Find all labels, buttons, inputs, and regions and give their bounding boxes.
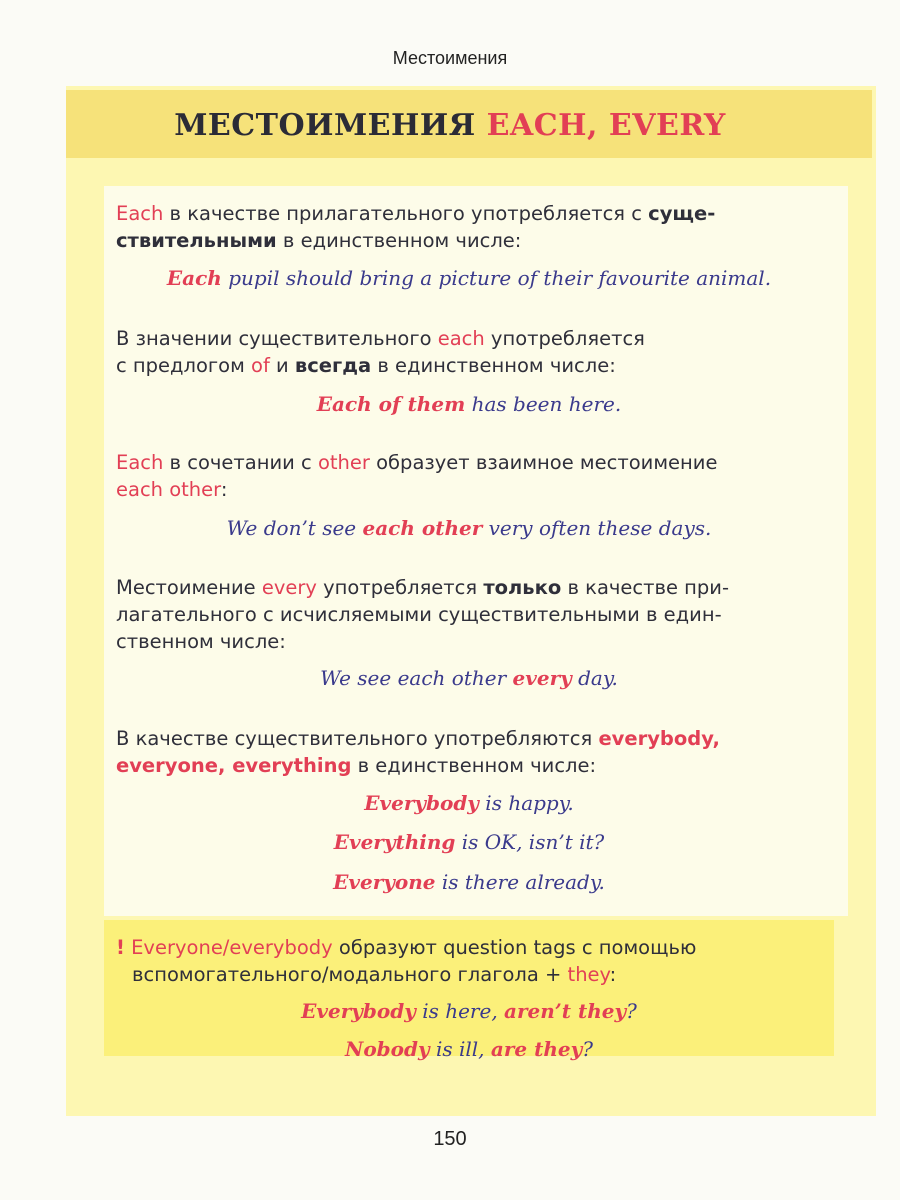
term: Everyone/everybody — [131, 936, 333, 959]
term: Each — [116, 451, 164, 474]
example-term: Everybody — [364, 791, 479, 815]
term: Each — [116, 202, 164, 225]
example-text: We don’t see — [226, 516, 363, 540]
example-1 — [104, 266, 834, 290]
rule-text: лагательного с исчисляемыми существительными в един- — [116, 603, 722, 626]
example-term: Nobody — [345, 1037, 430, 1061]
example-text: day. — [571, 666, 618, 690]
running-head: Местоимения — [392, 48, 508, 68]
example-text: is happy. — [478, 791, 574, 815]
rule-text: образует взаимное местоимение — [369, 451, 718, 474]
rule-text: В качестве существительного употребляются — [116, 727, 599, 750]
note-example-1 — [104, 999, 834, 1023]
example-text: We see each other — [320, 666, 513, 690]
example-text: is ill, — [429, 1037, 491, 1061]
example-3 — [104, 516, 834, 540]
example-text: very often these days. — [482, 516, 712, 540]
example-term: Each — [166, 266, 222, 290]
example-text: has been here. — [465, 392, 622, 416]
example-term: Everybody — [301, 999, 416, 1023]
rule-text: в единственном числе: — [371, 354, 616, 377]
example-term: Everything — [333, 830, 456, 854]
rule-text: в единственном числе: — [276, 229, 522, 252]
example-7 — [104, 870, 834, 894]
rule-4 — [116, 574, 832, 655]
example-term: are they — [490, 1037, 583, 1061]
example-text: ? — [582, 1037, 593, 1061]
example-text: ? — [626, 999, 637, 1023]
title-highlight: EACH, EVERY — [486, 108, 726, 143]
example-5 — [104, 791, 834, 815]
rule-text: в сочетании с — [163, 451, 318, 474]
example-term: Everyone — [333, 870, 436, 894]
example-term: each other — [362, 516, 483, 540]
example-6 — [104, 830, 834, 854]
term: everybody, — [598, 727, 720, 750]
rule-text: : — [220, 478, 228, 501]
rule-5 — [116, 725, 832, 779]
example-text: is OK, isn’t it? — [455, 830, 605, 854]
rule-text: и — [269, 354, 295, 377]
note-example-2 — [104, 1037, 834, 1061]
rule-text: ственном числе: — [116, 630, 286, 653]
rule-text: с предлогом — [116, 354, 252, 377]
title-main: МЕСТОИМЕНИЯ — [174, 108, 476, 143]
rule-2 — [116, 325, 832, 379]
rule-bold: всегда — [294, 354, 372, 377]
rule-bold: только — [483, 576, 562, 599]
example-4 — [104, 666, 834, 690]
term: each — [437, 327, 485, 350]
term: they — [567, 963, 610, 986]
page-title — [0, 108, 900, 143]
example-text: is there already. — [435, 870, 605, 894]
rule-text: вспомогательного/модального глагола + — [132, 963, 568, 986]
rule-text: в качестве прилагательного употребляется с — [163, 202, 649, 225]
rule-3 — [116, 449, 832, 503]
term: everyone, everything — [116, 754, 352, 777]
example-2 — [104, 392, 834, 416]
term: every — [261, 576, 317, 599]
example-term: aren’t they — [504, 999, 627, 1023]
rule-text: в качестве при- — [561, 576, 730, 599]
term: of — [251, 354, 270, 377]
rule-text: в единственном числе: — [351, 754, 597, 777]
term: each other — [116, 478, 221, 501]
example-term: Each of them — [316, 392, 466, 416]
rule-text: образуют question tags с помощью — [332, 936, 697, 959]
rule-bold: ствительными — [116, 229, 277, 252]
example-text: is here, — [415, 999, 505, 1023]
example-term: every — [512, 666, 572, 690]
rule-text: : — [609, 963, 617, 986]
example-text: pupil should bring a picture of their favourite animal. — [221, 266, 772, 290]
note-text — [116, 934, 816, 988]
rule-text: употребляется — [484, 327, 645, 350]
rule-1 — [116, 200, 832, 254]
rule-text: употребляется — [316, 576, 484, 599]
rule-text: Местоимение — [116, 576, 262, 599]
exclamation-icon: ! — [116, 936, 125, 959]
term: other — [317, 451, 370, 474]
rule-text: В значении существительного — [116, 327, 438, 350]
rule-bold: суще- — [648, 202, 716, 225]
page-number: 150 — [433, 1128, 467, 1150]
